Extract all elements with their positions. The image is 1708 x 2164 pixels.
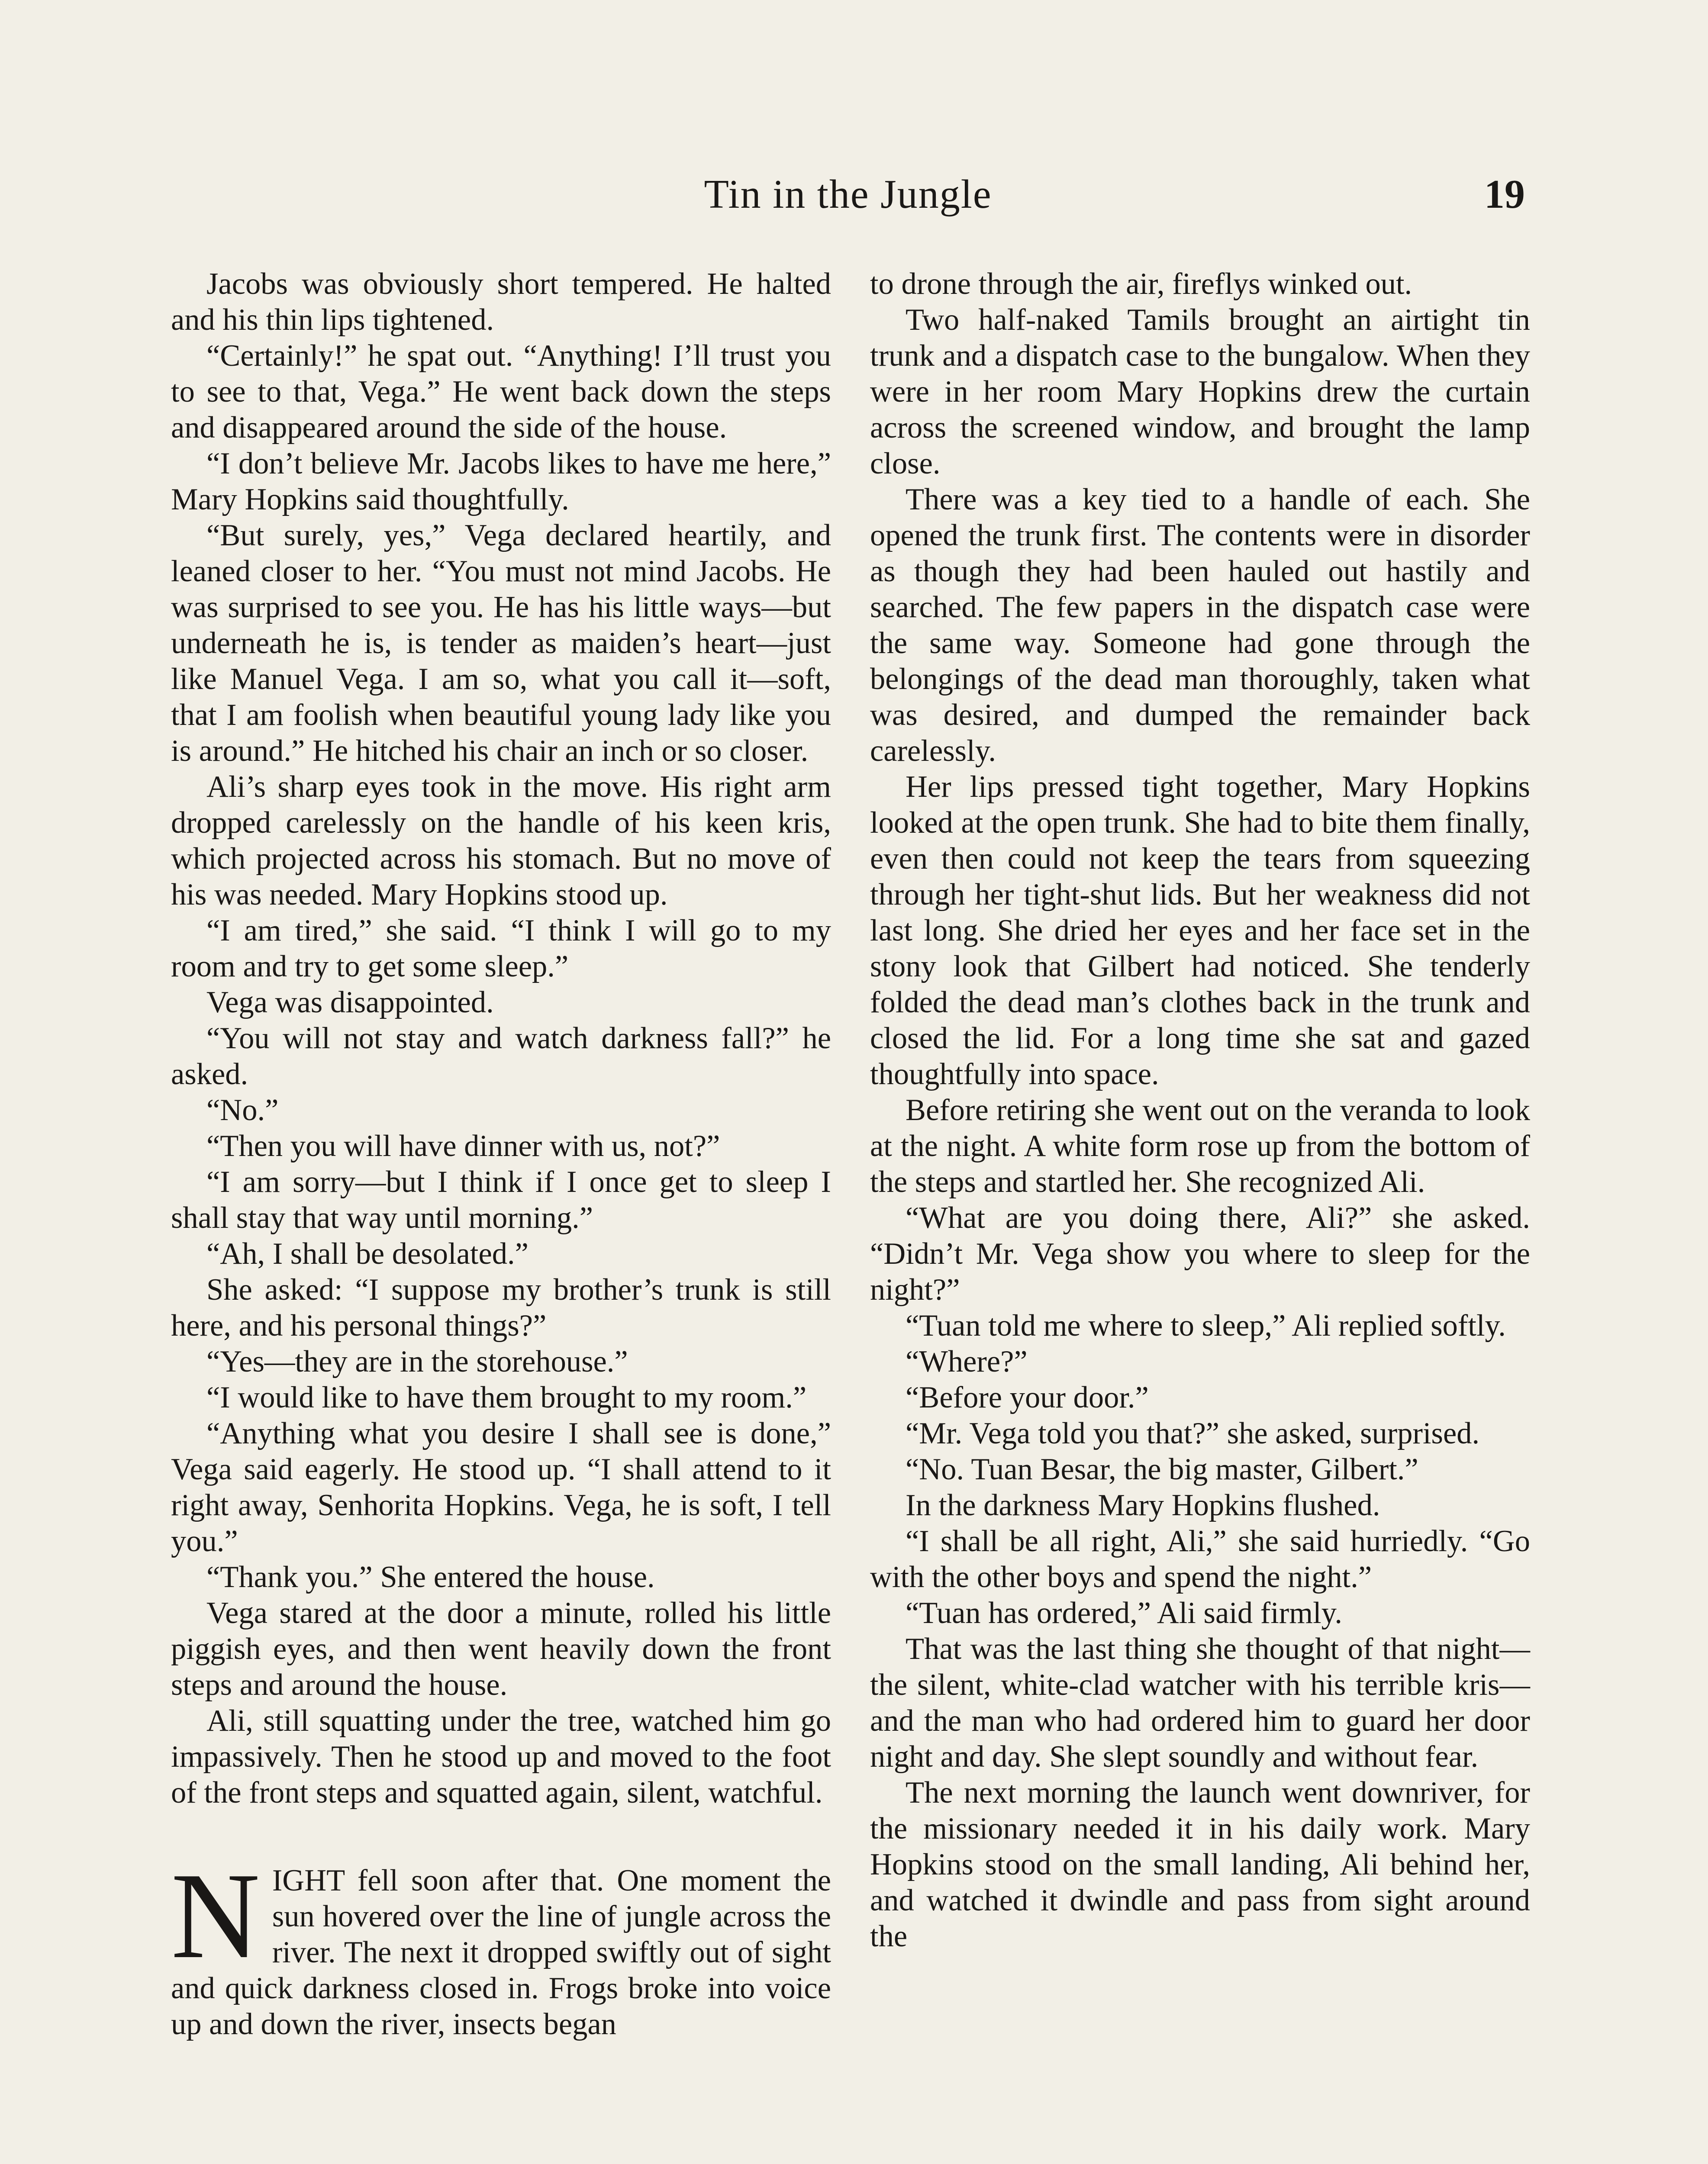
paragraph: “But surely, yes,” Vega declared heartily, and leaned closer to her. “You must not mind Jacobs. He was surprised to see you. He has his little ways—but underneath he is, is tender as maiden’s heart—just like Manuel Vega. I am so, what you call it—soft, that I am foolish when beautiful young lady like you is around.” He hitched his chair an inch or so closer. (171, 518, 831, 768)
continued-paragraph: to drone through the air, fireflys winked out. (870, 267, 1412, 301)
paragraph: “Anything what you desire I shall see is done,” Vega said eagerly. He stood up. “I shall attend to it right away, Senhorita Hopkins. Vega, he is soft, I tell you.” (171, 1417, 831, 1558)
paragraph: “Where?” (906, 1345, 1028, 1378)
paragraph: Vega was disappointed. (206, 985, 494, 1019)
paragraph: “I am tired,” she said. “I think I will go to my room and try to get some sleep.” (171, 914, 831, 983)
paragraph: “I am sorry—but I think if I once get to sleep I shall stay that way until morning.” (171, 1165, 831, 1235)
page-header (171, 171, 1525, 227)
paragraph: Ali’s sharp eyes took in the move. His right arm dropped carelessly on the handle of his keen kris, which projected across his stomach. But no move of his was needed. Mary Hopkins stood up. (171, 770, 831, 911)
paragraph: “I would like to have them brought to my room.” (206, 1381, 807, 1414)
paragraph: “Thank you.” She entered the house. (206, 1560, 655, 1594)
left-column (171, 266, 831, 2042)
paragraph: “Certainly!” he spat out. “Anything! I’ll trust you to see to that, Vega.” He went back down the steps and disappeared around the side of the house. (171, 339, 831, 444)
dropcap-paragraph (171, 1847, 831, 2042)
paragraph: “Mr. Vega told you that?” she asked, surprised. (906, 1417, 1480, 1450)
paragraph: “Ah, I shall be desolated.” (206, 1237, 529, 1271)
paragraph: “No. Tuan Besar, the big master, Gilbert.” (906, 1452, 1418, 1486)
paragraph: Vega stared at the door a minute, rolled his little piggish eyes, and then went heavily down the front steps and around the house. (171, 1596, 831, 1702)
running-title: Tin in the Jungle (704, 172, 992, 217)
paragraph: “Then you will have dinner with us, not?” (206, 1129, 720, 1163)
paragraph: In the darkness Mary Hopkins flushed. (906, 1488, 1380, 1522)
page-number: 19 (1484, 172, 1525, 217)
paragraph: “No.” (206, 1093, 279, 1127)
paragraph: The next morning the launch went downriver, for the missionary needed it in his daily work. Mary Hopkins stood on the small landing, Ali behind her, and watched it dwindle and pass from sight around the (870, 1776, 1530, 1953)
paragraph: Ali, still squatting under the tree, watched him go impassively. Then he stood up and moved to the foot of the front steps and squatted again, silent, watchful. (171, 1704, 831, 1810)
paragraph: There was a key tied to a handle of each. She opened the trunk first. The contents were in disorder as though they had been hauled out hastily and searched. The few papers in the dispatch case were the same way. Someone had gone through the belongings of the dead man thoroughly, taken what was desired, and dumped the remainder back carelessly. (870, 483, 1530, 768)
drop-cap: N (171, 1847, 260, 1984)
paragraph: “Yes—they are in the storehouse.” (206, 1345, 628, 1378)
paragraph: “What are you doing there, Ali?” she asked. “Didn’t Mr. Vega show you where to sleep for the night?” (870, 1201, 1530, 1307)
paragraph: “You will not stay and watch darkness fall?” he asked. (171, 1021, 831, 1091)
paragraph: Two half-naked Tamils brought an airtight tin trunk and a dispatch case to the bungalow. When they were in her room Mary Hopkins drew the curtain across the screened window, and brought the lamp close. (870, 303, 1530, 480)
paragraph: Jacobs was obviously short tempered. He halted and his thin lips tightened. (171, 267, 831, 337)
paragraph: Before retiring she went out on the veranda to look at the night. A white form rose up from the bottom of the steps and startled her. She recognized Ali. (870, 1093, 1530, 1199)
paragraph: “Tuan has ordered,” Ali said firmly. (906, 1596, 1342, 1630)
paragraph: “Tuan told me where to sleep,” Ali replied softly. (906, 1309, 1506, 1343)
section-break (171, 1811, 831, 1863)
paragraph: “I don’t believe Mr. Jacobs likes to have me here,” Mary Hopkins said thoughtfully. (171, 447, 831, 516)
paragraph: “Before your door.” (906, 1381, 1149, 1414)
dropcap-paragraph-text: IGHT fell soon after that. One moment the sun hovered over the line of jungle across the river. The next it dropped swiftly out of sight and quick darkness closed in. Frogs broke into voice up and down the river, insects began (171, 1864, 831, 2041)
paragraph: “I shall be all right, Ali,” she said hurriedly. “Go with the other boys and spend the night.” (870, 1524, 1530, 1594)
right-column (870, 266, 1530, 1955)
paragraph: That was the last thing she thought of that night—the silent, white-clad watcher with his terrible kris—and the man who had ordered him to guard her door night and day. She slept soundly and without fear. (870, 1632, 1530, 1774)
paragraph: She asked: “I suppose my brother’s trunk is still here, and his personal things?” (171, 1273, 831, 1343)
paragraph: Her lips pressed tight together, Mary Hopkins looked at the open trunk. She had to bite them finally, even then could not keep the tears from squeezing through her tight-shut lids. But her weakness did not last long. She dried her eyes and her face set in the stony look that Gilbert had noticed. She tenderly folded the dead man’s clothes back in the trunk and closed the lid. For a long time she sat and gazed thoughtfully into space. (870, 770, 1530, 1091)
